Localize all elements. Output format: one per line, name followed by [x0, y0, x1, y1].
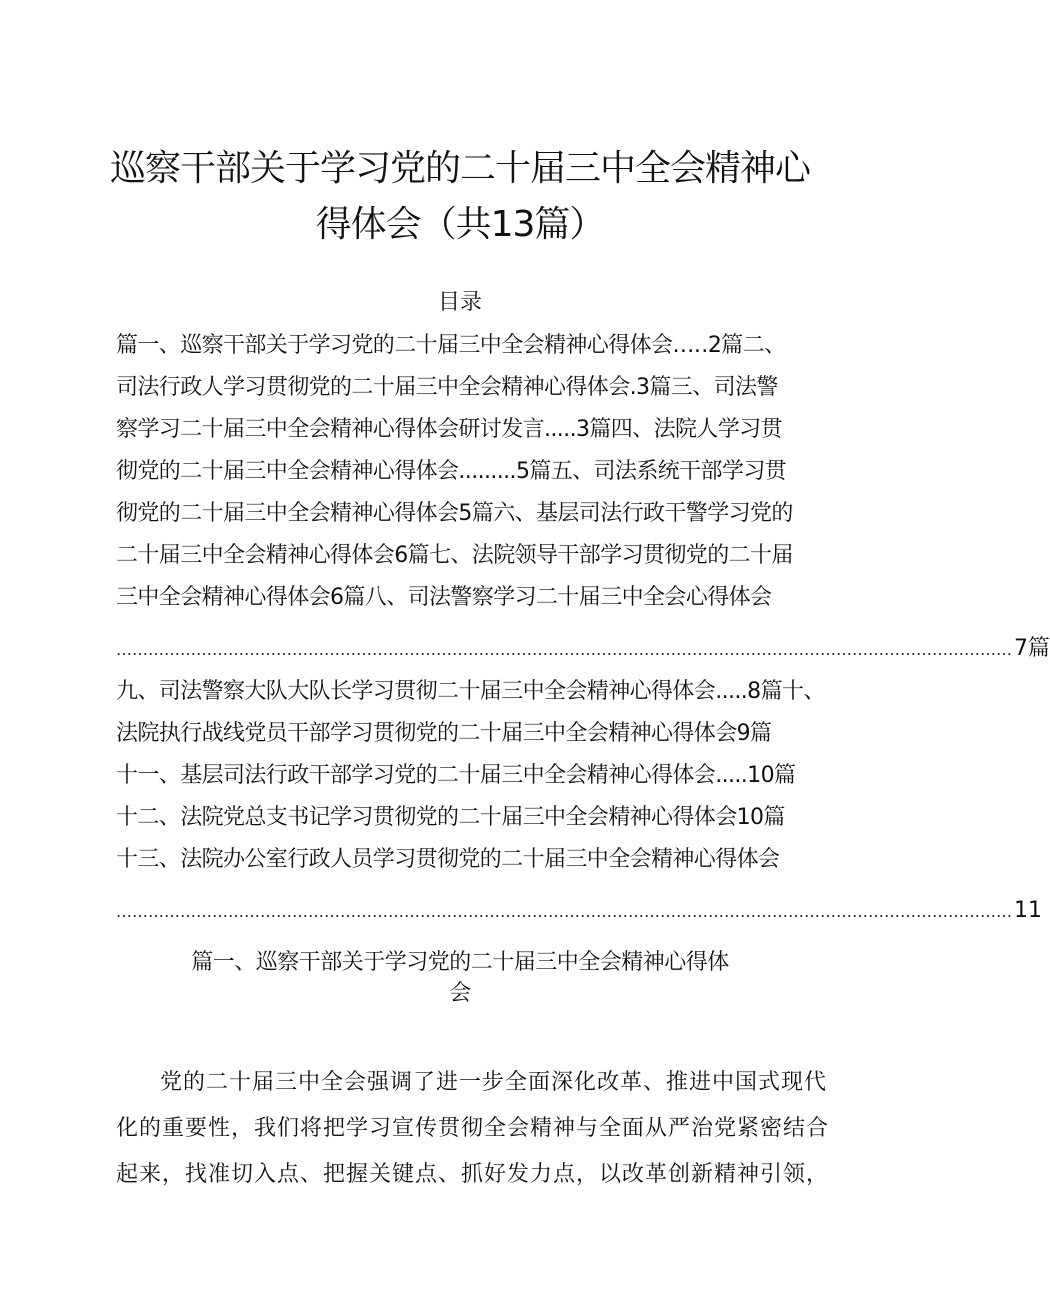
toc-line: 十三、法院办公室行政人员学习贯彻党的二十届三中全会精神心得体会: [116, 847, 780, 872]
toc-line: 十一、基层司法行政干部学习党的二十届三中全会精神心得体会.....10篇: [116, 763, 796, 788]
toc-line: 九、司法警察大队大队长学习贯彻二十届三中全会精神心得体会.....8篇十、: [116, 679, 825, 704]
toc-page-number: 11: [1014, 898, 1042, 923]
section-heading-line-1: 篇一、巡察干部关于学习党的二十届三中全会精神心得体: [191, 950, 729, 975]
dot-leader: ……………………………………………………………………………………………………………………………………………………: [116, 640, 1012, 659]
toc-page-number: 7篇: [1014, 636, 1050, 661]
document-title-line-1: 巡察干部关于学习党的二十届三中全会精神心: [109, 148, 810, 189]
toc-heading: 目录: [437, 290, 482, 315]
toc-line: 彻党的二十届三中全会精神心得体会.........5篇五、司法系统干部学习贯: [116, 459, 787, 484]
toc-dot-leader-line: [116, 634, 1050, 665]
toc-line: 法院执行战线党员干部学习贯彻党的二十届三中全会精神心得体会9篇: [116, 721, 772, 746]
toc-line: 彻党的二十届三中全会精神心得体会5篇六、基层司法行政干警学习党的: [116, 501, 793, 526]
toc-line: 三中全会精神心得体会6篇八、司法警察学习二十届三中全会心得体会: [116, 585, 772, 610]
toc-line: 二十届三中全会精神心得体会6篇七、法院领导干部学习贯彻党的二十届: [116, 543, 793, 568]
section-heading-line-2: 会: [449, 981, 471, 1006]
document-title-line-2: 得体会（共13篇）: [315, 204, 605, 245]
paragraph-line: 起来，找准切入点、把握关键点、抓好发力点，以改革创新精神引领，: [116, 1162, 830, 1187]
toc-line: 司法行政人学习贯彻党的二十届三中全会精神心得体会.3篇三、司法警: [116, 375, 778, 400]
toc-dot-leader-line: [116, 896, 1042, 927]
dot-leader: ……………………………………………………………………………………………………………………………………………………: [116, 902, 1012, 921]
toc-line: 十二、法院党总支书记学习贯彻党的二十届三中全会精神心得体会10篇: [116, 805, 785, 830]
paragraph-line: 化的重要性，我们将把学习宣传贯彻全会精神与全面从严治党紧密结合: [116, 1116, 830, 1141]
toc-line: 察学习二十届三中全会精神心得体会研讨发言.....3篇四、法院人学习贯: [116, 417, 782, 442]
toc-line: 篇一、巡察干部关于学习党的二十届三中全会精神心得体会…‥2篇二、: [116, 333, 786, 358]
paragraph-line: 党的二十届三中全会强调了进一步全面深化改革、推进中国式现代: [160, 1070, 828, 1095]
